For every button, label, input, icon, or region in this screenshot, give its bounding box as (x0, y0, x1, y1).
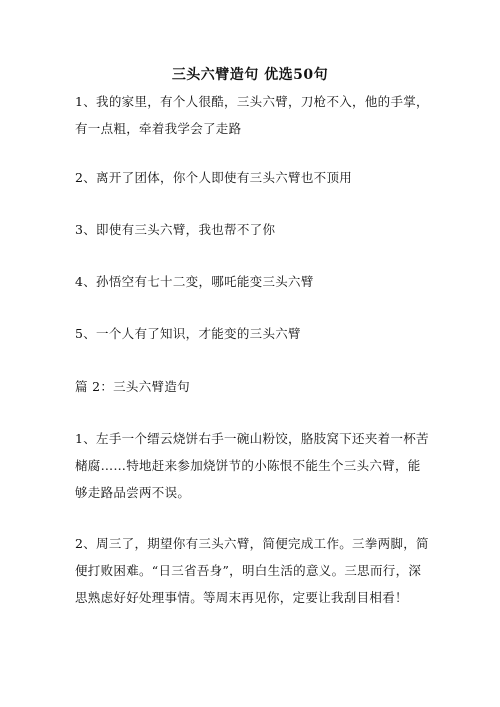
sentence-line: 槠腐……特地赶来参加烧饼节的小陈恨不能生个三头六臂，能 (75, 458, 421, 473)
sentence-item-4 (75, 268, 433, 295)
sentence-line: 2、离开了团体，你个人即使有三头六臂也不顶用 (75, 170, 353, 185)
sentence-line: 便打败困难。“日三省吾身”，明白生活的意义。三思而行，深 (75, 563, 422, 578)
sentence-line: 1、我的家里，有个人很酷，三头六臂，刀枪不入，他的手掌， (75, 94, 429, 109)
sentence-line: 有一点粗，牵着我学会了走路 (75, 121, 242, 136)
sentence-item-2 (75, 164, 433, 191)
sentence-item-5 (75, 320, 433, 347)
document-title: 三头六臂造句 优选50句 (171, 67, 329, 83)
sentence-line: 3、即使有三头六臂，我也帮不了你 (75, 222, 276, 237)
section-sentence-item-2 (75, 530, 433, 611)
sentence-line: 思熟虑好好处理事情。等周末再见你，定要让我刮目相看！ (75, 590, 408, 605)
sentence-line: 2、周三了，期望你有三头六臂，简便完成工作。三拳两脚，简 (75, 536, 429, 551)
section-heading: 篇 2：三头六臂造句 (75, 379, 190, 394)
sentence-line: 4、孙悟空有七十二变，哪吒能变三头六臂 (75, 274, 314, 289)
sentence-line: 1、左手一个缙云烧饼右手一碗山粉饺，胳肢窝下还夹着一杯苦 (75, 431, 429, 446)
section-sentence-item-1 (75, 425, 433, 506)
sentence-line: 5、一个人有了知识，才能变的三头六臂 (75, 326, 301, 341)
sentence-item-3 (75, 216, 433, 243)
sentence-item-1 (75, 88, 433, 142)
sentence-line: 够走路品尝两不误。 (75, 485, 191, 500)
